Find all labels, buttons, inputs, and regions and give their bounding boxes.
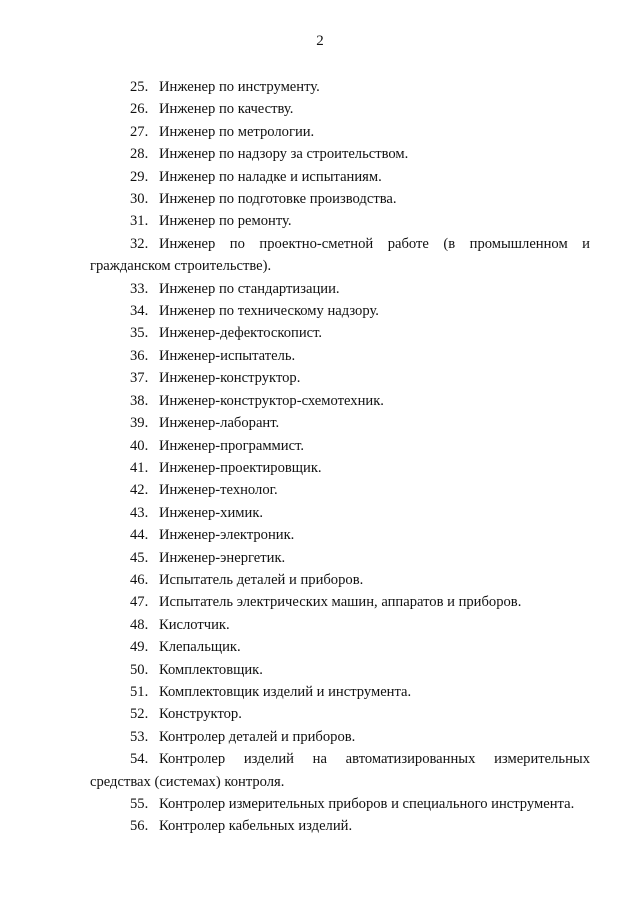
- profession-list: [90, 76, 590, 838]
- list-item: [90, 412, 590, 434]
- list-item: [90, 210, 590, 232]
- item-text: Инженер по качеству.: [159, 101, 294, 118]
- item-number: 29.: [130, 168, 149, 185]
- list-item: [90, 479, 590, 501]
- list-item: [90, 98, 590, 120]
- item-number: 42.: [130, 482, 149, 499]
- list-item: [90, 591, 590, 613]
- item-text: Инженер по наладке и испытаниям.: [159, 168, 382, 185]
- item-text: Инженер по метрологии.: [159, 123, 315, 140]
- list-item: [90, 367, 590, 389]
- item-text-line-1: Инженер по проектно-сметной работе (в промышленном и: [159, 235, 590, 252]
- item-number: 26.: [130, 101, 149, 118]
- page-number: 2: [316, 33, 324, 49]
- item-text: Инженер-проектировщик.: [159, 459, 322, 476]
- item-text: Инженер-конструктор-схемотехник.: [159, 392, 384, 409]
- item-number: 44.: [130, 527, 149, 544]
- list-item: [90, 345, 590, 367]
- item-text: Клепальщик.: [159, 639, 241, 656]
- item-number: 50.: [130, 661, 149, 678]
- item-text: Инженер по надзору за строительством.: [159, 146, 409, 163]
- item-text: Инженер-химик.: [159, 504, 264, 521]
- item-text-line-2: гражданском строительстве).: [90, 258, 272, 275]
- list-item: [90, 703, 590, 725]
- list-item: [90, 300, 590, 322]
- item-text: Комплектовщик изделий и инструмента.: [159, 683, 412, 700]
- list-item: [90, 614, 590, 636]
- item-text: Инженер-лаборант.: [159, 415, 280, 432]
- list-item: [90, 322, 590, 344]
- item-number: 55.: [130, 796, 149, 812]
- item-number: 51.: [130, 683, 149, 700]
- list-item: [90, 502, 590, 524]
- item-text-line-1: Контролер изделий на автоматизированных измерительных: [159, 751, 590, 768]
- item-number: 33.: [130, 280, 149, 297]
- item-number: 30.: [130, 191, 149, 208]
- item-number: 48.: [130, 616, 149, 633]
- item-text: Инженер по техническому надзору.: [159, 303, 379, 320]
- item-text: Испытатель электрических машин, аппаратов и приборов.: [159, 594, 522, 611]
- list-item: [90, 166, 590, 188]
- item-number: 41.: [130, 459, 149, 476]
- item-number: 40.: [130, 437, 149, 454]
- list-item: [90, 793, 590, 815]
- item-number: 36.: [130, 347, 149, 364]
- list-item: [90, 681, 590, 703]
- list-item: [90, 457, 590, 479]
- item-text: Инженер-испытатель.: [159, 347, 296, 364]
- item-text: Инженер-энергетик.: [159, 549, 286, 566]
- item-line-1: [90, 748, 590, 770]
- item-text: Конструктор.: [159, 706, 242, 723]
- item-text: Контролер кабельных изделий.: [159, 818, 353, 835]
- item-text: Кислотчик.: [159, 616, 230, 633]
- item-number: 56.: [130, 818, 149, 835]
- item-text: Инженер-электроник.: [159, 527, 295, 544]
- item-number: 43.: [130, 504, 149, 521]
- item-number: 32.: [130, 235, 149, 252]
- item-number: 37.: [130, 370, 149, 387]
- list-item: [90, 143, 590, 165]
- item-text: Инженер-программист.: [159, 437, 305, 454]
- item-number: 28.: [130, 146, 149, 163]
- list-item: [90, 390, 590, 412]
- item-number: 53.: [130, 728, 149, 745]
- item-text: Контролер деталей и приборов.: [159, 728, 356, 745]
- item-number: 25.: [130, 79, 149, 95]
- item-number: 31.: [130, 213, 149, 230]
- list-item: [90, 726, 590, 748]
- item-text: Инженер-дефектоскопист.: [159, 325, 323, 342]
- item-number: 47.: [130, 594, 149, 611]
- list-item: [90, 569, 590, 591]
- item-text: Инженер-конструктор.: [159, 370, 301, 387]
- item-number: 46.: [130, 571, 149, 588]
- item-text: Инженер по стандартизации.: [159, 280, 340, 297]
- item-number: 35.: [130, 325, 149, 342]
- list-item: [90, 748, 590, 793]
- list-item: [90, 547, 590, 569]
- list-item: [90, 636, 590, 658]
- item-number: 27.: [130, 123, 149, 140]
- list-item: [90, 233, 590, 278]
- list-item: [90, 524, 590, 546]
- item-text: Инженер по инструменту.: [159, 79, 320, 95]
- list-item: [90, 121, 590, 143]
- item-number: 52.: [130, 706, 149, 723]
- item-number: 34.: [130, 303, 149, 320]
- list-item: [90, 278, 590, 300]
- item-text-line-2: средствах (системах) контроля.: [90, 773, 285, 790]
- item-text: Контролер измерительных приборов и специального инструмента.: [159, 796, 575, 812]
- item-text: Инженер по ремонту.: [159, 213, 292, 230]
- list-item: [90, 76, 590, 98]
- item-line-1: [90, 233, 590, 255]
- item-number: 49.: [130, 639, 149, 656]
- list-item: [90, 188, 590, 210]
- list-item: [90, 815, 590, 837]
- item-text: Испытатель деталей и приборов.: [159, 571, 364, 588]
- list-item: [90, 435, 590, 457]
- item-text: Комплектовщик.: [159, 661, 263, 678]
- item-number: 38.: [130, 392, 149, 409]
- item-text: Инженер по подготовке производства.: [159, 191, 397, 208]
- item-text: Инженер-технолог.: [159, 482, 278, 499]
- list-item: [90, 659, 590, 681]
- item-number: 45.: [130, 549, 149, 566]
- item-number: 39.: [130, 415, 149, 432]
- item-number: 54.: [130, 751, 149, 768]
